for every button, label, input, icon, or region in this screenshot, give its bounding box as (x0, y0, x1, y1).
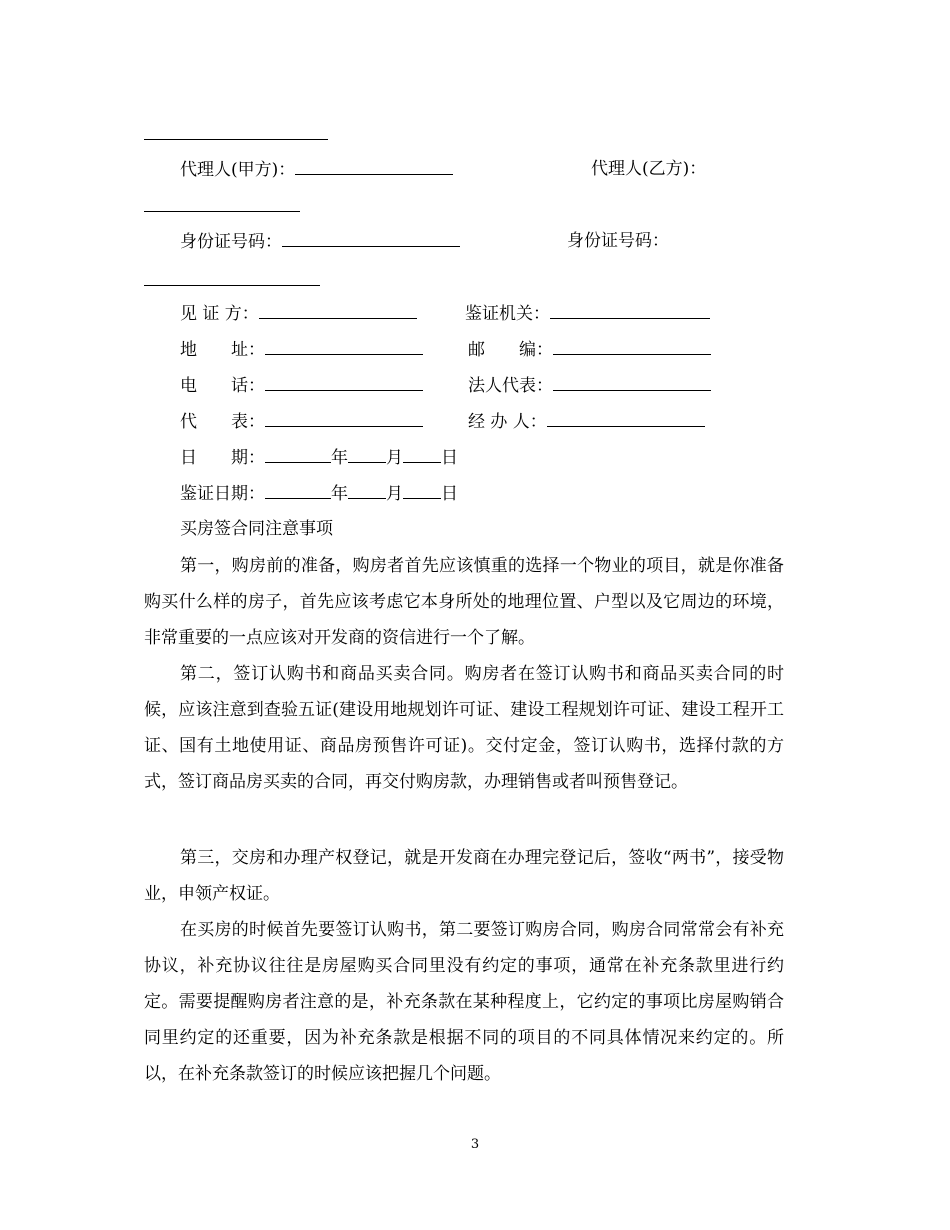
phone-label: 电 话： (180, 376, 265, 396)
notary-date-year-text: 年 (331, 484, 348, 504)
date-day-text: 日 (441, 448, 458, 468)
agent-b-field (591, 158, 706, 180)
postcode-label: 邮 编： (468, 340, 553, 360)
notary-date-label: 鉴证日期： (180, 484, 265, 504)
postcode-blank[interactable] (553, 338, 711, 355)
address-blank[interactable] (265, 338, 423, 355)
id-a-field (180, 230, 460, 253)
agent-a-field (180, 158, 453, 181)
legal-rep-field (468, 374, 711, 397)
legal-rep-label: 法人代表： (468, 376, 553, 396)
notary-blank[interactable] (550, 302, 710, 319)
notary-field (465, 302, 710, 325)
paragraph-3: 第三，交房和办理产权登记，就是开发商在办理完登记后，签收“两书”，接受物业，申领产权证。 (144, 848, 784, 904)
date-day-blank[interactable] (403, 446, 441, 463)
paragraph-1: 第一，购房前的准备，购房者首先应该慎重的选择一个物业的项目，就是你准备购买什么样的房子，首先应该考虑它本身所处的地理位置、户型以及它周边的环境，非常重要的一点应该对开发商的资信进行一个了解。 (144, 556, 784, 648)
handler-label: 经 办 人： (468, 412, 547, 432)
notary-date-day-blank[interactable] (403, 482, 441, 499)
notary-label: 鉴证机关： (465, 304, 550, 324)
notary-date-field (180, 482, 458, 505)
rep-label: 代 表： (180, 412, 265, 432)
date-year-blank[interactable] (265, 446, 331, 463)
date-label: 日 期： (180, 448, 265, 468)
rep-blank[interactable] (265, 410, 423, 427)
notary-date-day-text: 日 (441, 484, 458, 504)
address-label: 地 址： (180, 340, 265, 360)
page-number: 3 (470, 1137, 480, 1152)
id-b-blank[interactable] (144, 285, 320, 286)
notary-date-month-text: 月 (386, 484, 403, 504)
witness-field (180, 302, 417, 325)
witness-blank[interactable] (259, 302, 417, 319)
id-a-label: 身份证号码： (180, 232, 282, 252)
id-a-blank[interactable] (282, 230, 460, 247)
id-b-label: 身份证号码： (567, 231, 669, 251)
agent-b-blank[interactable] (144, 211, 300, 212)
phone-blank[interactable] (265, 374, 423, 391)
id-b-field (567, 230, 669, 252)
notary-date-year-blank[interactable] (265, 482, 331, 499)
paragraph-4: 在买房的时候首先要签订认购书，第二要签订购房合同，购房合同常常会有补充协议，补充协议往往是房屋购买合同里没有约定的事项，通常在补充条款里进行约定。需要提醒购房者注意的是，补充条款在某种程度上，它约定的事项比房屋购销合同里约定的还重要，因为补充条款是根据不同的项目的不同具体情况来约定的。所以，在补充条款签订的时候应该把握几个问题。 (144, 920, 784, 1084)
address-field (180, 338, 423, 361)
notary-date-month-blank[interactable] (348, 482, 386, 499)
postcode-field (468, 338, 711, 361)
section-title: 买房签合同注意事项 (180, 519, 333, 539)
legal-rep-blank[interactable] (553, 374, 711, 391)
date-year-text: 年 (331, 448, 348, 468)
paragraph-2: 第二，签订认购书和商品买卖合同。购房者在签订认购书和商品买卖合同的时候，应该注意到查验五证(建设用地规划许可证、建设工程规划许可证、建设工程开工证、国有土地使用证、商品房预售许可证)。交付定金，签订认购书，选择付款的方式，签订商品房买卖的合同，再交付购房款，办理销售或者叫预售登记。 (144, 664, 784, 792)
handler-field (468, 410, 705, 433)
phone-field (180, 374, 423, 397)
date-month-blank[interactable] (348, 446, 386, 463)
blank-line-top (144, 139, 328, 140)
agent-a-blank[interactable] (295, 158, 453, 175)
agent-b-label: 代理人(乙方)： (591, 159, 707, 179)
agent-a-label: 代理人(甲方)： (180, 160, 296, 180)
rep-field (180, 410, 423, 433)
date-month-text: 月 (386, 448, 403, 468)
handler-blank[interactable] (547, 410, 705, 427)
date-field (180, 446, 458, 469)
witness-label: 见 证 方： (180, 304, 259, 324)
